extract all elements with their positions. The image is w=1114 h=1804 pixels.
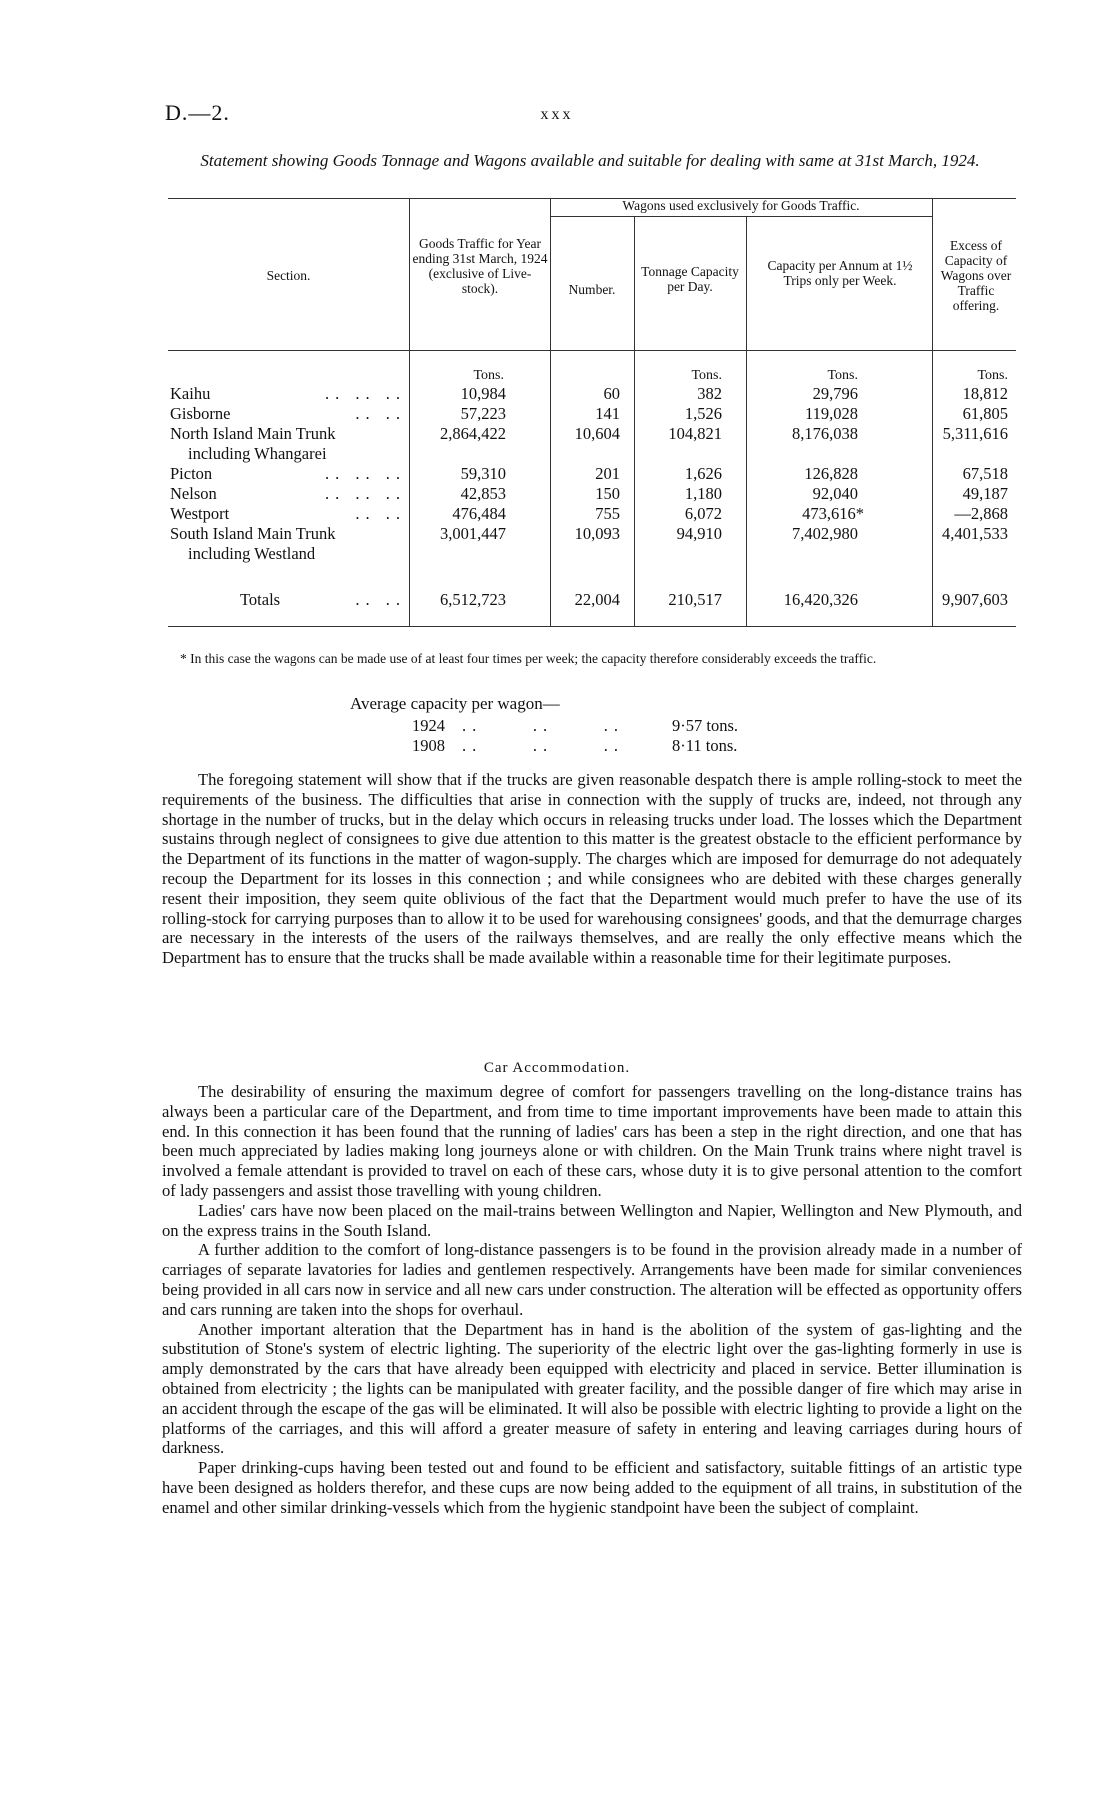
excess-value: —2,868 <box>954 504 1008 523</box>
tonnage-value: 1,626 <box>684 464 722 483</box>
header-goods-traffic: Goods Traffic for Year ending 31st March, 1924 (exclusive of Live-stock). <box>412 236 548 296</box>
col-rule-3 <box>634 216 635 626</box>
section-continuation: including Whangarei <box>188 444 327 463</box>
excess-value: 5,311,616 <box>942 424 1008 443</box>
annum-value: 7,402,980 <box>792 524 858 543</box>
excess-value: 49,187 <box>962 484 1008 503</box>
col-rule-4 <box>746 216 747 626</box>
annum-value: 119,028 <box>804 404 858 423</box>
number-value: 150 <box>595 484 620 503</box>
tonnage-value: 94,910 <box>676 524 722 543</box>
unit-annum: Tons. <box>827 368 858 383</box>
totals-tonnage: 210,517 <box>668 590 722 609</box>
page-id: D.—2. <box>165 100 230 125</box>
table-row: Westport .. .. <box>170 504 406 523</box>
section-name: North Island Main Trunk <box>170 424 336 443</box>
goods-value: 10,984 <box>460 384 506 403</box>
header-capacity-annum: Capacity per Annum at 1½ Trips only per Week. <box>767 258 913 288</box>
body-paragraph-group-1 <box>162 770 1022 968</box>
goods-value: 476,484 <box>452 504 506 523</box>
table-row: Kaihu .. .. .. <box>170 384 406 403</box>
average-capacity-label: Average capacity per wagon— <box>350 694 560 713</box>
totals-excess: 9,907,603 <box>942 590 1008 609</box>
table-row <box>170 524 406 564</box>
section-name: Nelson <box>170 484 217 503</box>
goods-value: 3,001,447 <box>440 524 506 543</box>
number-value: 60 <box>603 384 620 403</box>
body-paragraph: The desirability of ensuring the maximum degree of comfort for passengers travelling on the long-distance trains has always been a particular care of the Department, and from time to time important improvements have been made to attain this end. In this connection it has been found that the running of ladies' cars has been a step in the right direction, and one that has been much appreciated by ladies making long journeys alone or with children. On the Main Trunk trains where night travel is involved a female attendant is provided to travel on each of these cars, whose duty it is to give personal attention to the comfort of lady passengers and assist those travelling with young children. <box>162 1082 1022 1200</box>
goods-value: 2,864,422 <box>440 424 506 443</box>
average-year-1924: 1924 <box>412 716 445 735</box>
excess-value: 67,518 <box>962 464 1008 483</box>
average-year-1908: 1908 <box>412 736 445 755</box>
number-value: 201 <box>595 464 620 483</box>
excess-value: 4,401,533 <box>942 524 1008 543</box>
tonnage-value: 382 <box>697 384 722 403</box>
annum-value: 473,616* <box>802 504 864 523</box>
header-number: Number. <box>568 282 616 297</box>
average-value-1908: 8·11 tons. <box>672 736 738 755</box>
leader-dots: .. .. .. <box>462 736 624 755</box>
body-paragraph-group-2 <box>162 1082 1022 1518</box>
col-rule-1 <box>409 198 410 626</box>
col-rule-2 <box>550 198 551 626</box>
table-bottom-rule <box>168 626 1016 627</box>
page-number: xxx <box>540 106 574 123</box>
wagons-group-rule <box>550 216 932 217</box>
header-wagons-group: Wagons used exclusively for Goods Traffic. <box>622 198 860 213</box>
tonnage-value: 104,821 <box>668 424 722 443</box>
unit-excess: Tons. <box>977 368 1008 383</box>
section-name: Kaihu <box>170 384 211 403</box>
excess-value: 61,805 <box>962 404 1008 423</box>
number-value: 755 <box>595 504 620 523</box>
body-paragraph: Ladies' cars have now been placed on the mail-trains between Wellington and Napier, Wellington and New Plymouth, and on the express trains in the South Island. <box>162 1200 1022 1240</box>
section-name: Picton <box>170 464 213 483</box>
header-section: Section. <box>266 268 311 283</box>
totals-annum: 16,420,326 <box>783 590 858 609</box>
unit-tonnage: Tons. <box>691 368 722 383</box>
header-tonnage-capacity: Tonnage Capacity per Day. <box>641 264 739 294</box>
number-value: 141 <box>595 404 620 423</box>
table-title: Statement showing Goods Tonnage and Wagons available and suitable for dealing with same at 31st March, 1924. <box>200 151 980 170</box>
tonnage-value: 6,072 <box>684 504 722 523</box>
table-row: Nelson .. .. .. <box>170 484 406 503</box>
section-name: Gisborne <box>170 404 231 423</box>
number-value: 10,604 <box>574 424 620 443</box>
section-name: Westport <box>170 504 230 523</box>
body-paragraph: Paper drinking-cups having been tested out and found to be efficient and satisfactory, suitable fittings of an artistic type have been designed as holders therefor, and these cups are now being added to the equipment of all trains, in substitution of the enamel and other similar drinking-vessels which from the hygienic standpoint have been the subject of complaint. <box>162 1458 1022 1517</box>
table-row: Gisborne .. .. <box>170 404 406 423</box>
leader-dots: .. .. .. <box>462 716 624 735</box>
totals-goods: 6,512,723 <box>440 590 506 609</box>
header-bottom-rule <box>168 350 1016 351</box>
tonnage-value: 1,180 <box>684 484 722 503</box>
totals-row: Totals .. .. <box>240 590 406 609</box>
section-name: South Island Main Trunk <box>170 524 336 543</box>
tonnage-value: 1,526 <box>684 404 722 423</box>
goods-value: 59,310 <box>460 464 506 483</box>
number-value: 10,093 <box>574 524 620 543</box>
goods-tonnage-table <box>168 198 1016 628</box>
average-value-1924: 9·57 tons. <box>672 716 738 735</box>
body-paragraph: A further addition to the comfort of long-distance passengers is to be found in the provision already made in a number of carriages of separate lavatories for ladies and gentlemen respectively. Arrangements have been made for similar conveniences being provided in all cars now in service and all new cars under construction. The alteration will be effected as opportunity offers and cars running are taken into the shops for overhaul. <box>162 1240 1022 1319</box>
annum-value: 92,040 <box>812 484 858 503</box>
annum-value: 29,796 <box>812 384 858 403</box>
header-excess: Excess of Capacity of Wagons over Traffic offering. <box>940 238 1012 313</box>
unit-goods: Tons. <box>473 368 504 383</box>
section-continuation: including Westland <box>188 544 316 563</box>
table-row <box>170 424 406 464</box>
excess-value: 18,812 <box>962 384 1008 403</box>
table-row: Picton .. .. .. <box>170 464 406 483</box>
section-heading: Car Accommodation. <box>483 1060 631 1076</box>
annum-value: 126,828 <box>804 464 858 483</box>
body-paragraph: The foregoing statement will show that if the trucks are given reasonable despatch there is ample rolling-stock to meet the requirements of the business. The difficulties that arise in connection with the supply of trucks are, indeed, not through any shortage in the number of trucks, but in the delay which occurs in releasing trucks under load. The losses which the Department sustains through neglect of consignees to give due attention to this matter is the greatest obstacle to the efficient performance by the Department of its functions in the matter of wagon-supply. The charges which are imposed for demurrage do not adequately recoup the Department for its losses in this connection ; and while consignees who are debited with these charges generally resent their imposition, they seem quite oblivious of the fact that the Department would much prefer to have the use of its rolling-stock for carrying purposes than to allow it to be used for warehousing consignees' goods, and that the demurrage charges are necessary in the interests of the users of the railways themselves, and are really the only effective means which the Department has to ensure that the trucks shall be made available within a reasonable time for their legitimate purposes. <box>162 770 1022 968</box>
col-rule-5 <box>932 198 933 626</box>
totals-label: Totals <box>240 590 281 609</box>
goods-value: 57,223 <box>460 404 506 423</box>
annum-value: 8,176,038 <box>792 424 858 443</box>
table-footnote: * In this case the wagons can be made use of at least four times per week; the capacity therefore considerably exceeds the traffic. <box>180 651 877 666</box>
goods-value: 42,853 <box>460 484 506 503</box>
totals-number: 22,004 <box>574 590 620 609</box>
body-paragraph: Another important alteration that the Department has in hand is the abolition of the system of gas-lighting and the substitution of Stone's system of electric lighting. The superiority of the electric light over the gas-lighting formerly in use is amply demonstrated by the cars that have already been equipped with electricity and placed in service. Better illumination is obtained from electricity ; the lights can be manipulated with greater facility, and the possible danger of fire which may arise in an accident through the escape of the gas will be eliminated. It will also be possible with electric lighting to provide a light on the platforms of the carriages, and this will afford a greater measure of safety in entering and leaving carriages during hours of darkness. <box>162 1319 1022 1458</box>
